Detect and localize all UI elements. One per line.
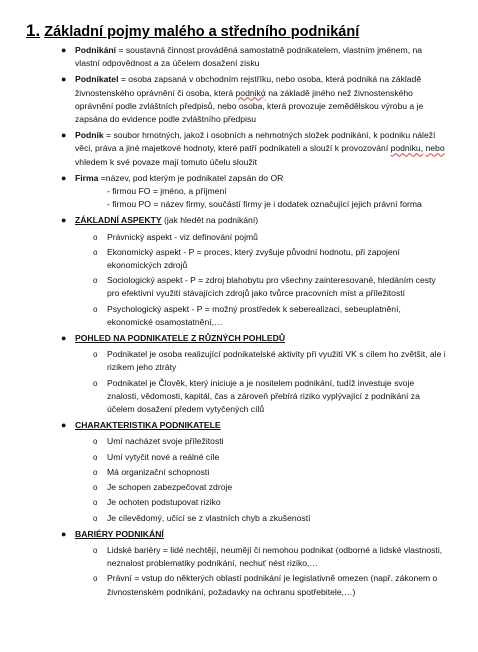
document-body (0, 44, 478, 602)
bullet-aspekty (0, 214, 478, 227)
sub-item (0, 544, 478, 570)
sub-item-text: Podnikatel je Člověk, který iniciuje a je nositelem podnikání, tudíž investuje svoje znalosti, vědomosti, kapitál, čas a zároveň přebírá riziko vyplývající z podnikání za účelem dosažení předem vytyčených cílů (107, 377, 420, 415)
circle-bullet-icon: o (93, 574, 98, 584)
sublist-pohled (0, 348, 478, 416)
sub-item-text: Ekonomický aspekt - P = proces, který zvyšuje původní hodnotu, při zapojení ekonomických zdrojů (107, 246, 400, 271)
sub-item-text: Podnikatel je osoba realizující podnikatelské aktivity při využití VK s cílem ho zvětšit, ale i rizikem jeho ztráty (107, 349, 446, 373)
circle-bullet-icon: o (93, 304, 98, 314)
sub-item (0, 466, 478, 479)
circle-bullet-icon: o (93, 437, 98, 447)
circle-bullet-icon: o (93, 513, 98, 523)
firma-sub-line: - firmou FO = jméno, a příjmení (107, 186, 227, 197)
bullet-icon: ● (61, 172, 67, 183)
sublist-bariery (0, 544, 478, 599)
section-heading-aspekty: ZÁKLADNÍ ASPEKTY (75, 215, 162, 226)
sub-item (0, 246, 478, 272)
definition-podnikatel-b: na základě jiného než živnostenského oprávnění podle zvláštních předpisů, nebo osoba, která provozuje zemědělskou výrobu a je zapsána do evidence podle zvláštního předpisu (75, 87, 424, 125)
bullet-icon: ● (61, 130, 67, 141)
sub-item (0, 451, 478, 464)
bullet-podnikani (0, 44, 478, 70)
sub-item-text: Je ochoten podstupovat riziko (107, 497, 221, 508)
sub-item (0, 377, 478, 417)
definition-firma: =název, pod kterým je podnikatel zapsán do OR (98, 172, 284, 183)
sub-item-text: Je cílevědomý, učící se z vlastních chyb a zkušeností (107, 512, 311, 523)
section-heading-pohled: POHLED NA PODNIKATELE Z RŮZNÝCH POHLEDŮ (75, 333, 286, 344)
spellcheck-word: podniku, (390, 143, 424, 154)
sub-item-text: Sociologický aspekt - P = zdroj blahobytu pro všechny zainteresované, hledáním cesty pro efektivní využití stávajících zdrojů jako tvůrce pracovních míst a příležitostí (107, 275, 436, 299)
circle-bullet-icon: o (93, 452, 98, 462)
spellcheck-word: podnikᾴ (235, 87, 266, 98)
bullet-icon: ● (61, 333, 67, 344)
title-number: 1. (26, 21, 41, 40)
bullet-firma (0, 172, 478, 212)
sub-item (0, 348, 478, 374)
circle-bullet-icon: o (93, 498, 98, 508)
sublist-aspekty (0, 231, 478, 329)
bullet-charakteristika (0, 419, 478, 432)
term-podnikatel: Podnikatel (75, 74, 119, 85)
sub-item-text: Je schopen zabezpečovat zdroje (107, 482, 233, 493)
sub-item (0, 496, 478, 509)
definition-podnik-a: = soubor hmotných, jakož i osobních a nehmotných složek podnikání, k podniku náleží věci, práva a jiné majetkové hodnoty, které patří podnikateli a slouží k provozování (75, 130, 436, 154)
circle-bullet-icon: o (93, 232, 98, 242)
term-firma: Firma (75, 172, 99, 183)
bullet-podnikatel (0, 73, 478, 126)
bullet-pohled (0, 332, 478, 345)
firma-sub-line: - firmou PO = název firmy, součástí firmy je i dodatek označující jejich právní forma (107, 199, 422, 210)
sub-item (0, 512, 478, 525)
sub-item (0, 435, 478, 448)
sub-item-text: Umí vytyčit nové a reálné cíle (107, 451, 220, 462)
sub-item-text: Právní = vstup do některých oblastí podnikání je legislativně omezen (např. zákonem o živnostenském podnikání, požadavky na ochranu spotřebitele,…) (107, 573, 438, 597)
sub-item-text: Lidské bariéry = lidé nechtějí, neumějí či nemohou podnikat (odborné a lidské vlastnosti, neznalost problematiky podnikání, nechuť nést riziko,… (107, 544, 443, 569)
section-heading-bariery: BARIÉRY PODNIKÁNÍ (75, 528, 164, 539)
bullet-bariery (0, 528, 478, 541)
bullet-icon: ● (61, 420, 67, 431)
sub-item (0, 274, 478, 300)
circle-bullet-icon: o (93, 483, 98, 493)
definition-podnikani: = soustavná činnost prováděná samostatně podnikatelem, vlastním jménem, na vlastní odpovědnost a za účelem dosažení zisku (75, 45, 423, 69)
sub-item (0, 303, 478, 329)
bullet-icon: ● (61, 45, 67, 55)
sub-item-text: Právnický aspekt - viz definování pojmů (107, 231, 258, 242)
sub-item-text: Má organizační schopnosti (107, 466, 210, 477)
term-podnik: Podnik (75, 130, 104, 141)
bullet-icon: ● (61, 74, 67, 85)
sub-item (0, 572, 478, 598)
circle-bullet-icon: o (93, 378, 98, 388)
circle-bullet-icon: o (93, 545, 98, 555)
spellcheck-word: nebo (425, 143, 445, 154)
sublist-charakteristika (0, 435, 478, 524)
heading-note: (jak hledět na podnikání) (161, 215, 259, 226)
sub-item (0, 231, 478, 244)
definition-podnikatel-a: = osoba zapsaná v obchodním rejstříku, nebo osoba, která podniká na základě živnostenského oprávnění či osoba, která (75, 74, 422, 98)
sub-item (0, 481, 478, 494)
term-podnikani: Podnikání (75, 45, 117, 55)
bullet-icon: ● (61, 528, 67, 539)
sub-item-text: Umí nacházet svoje příležitosti (107, 436, 224, 447)
circle-bullet-icon: o (93, 350, 98, 360)
section-heading-charakteristika: CHARAKTERISTIKA PODNIKATELE (75, 420, 221, 431)
bullet-podnik (0, 129, 478, 169)
page-title (26, 22, 359, 41)
bullet-icon: ● (61, 215, 67, 226)
definition-podnik-b: vhledem k své povaze mají tomuto účelu sloužit (75, 156, 257, 167)
circle-bullet-icon: o (93, 247, 98, 257)
title-text: Základní pojmy malého a středního podnikání (44, 24, 360, 40)
circle-bullet-icon: o (93, 276, 98, 286)
sub-item-text: Psychologický aspekt - P = možný prostředek k seberealizaci, sebeuplatnění, ekonomické osamostatnění,… (107, 303, 401, 327)
circle-bullet-icon: o (93, 467, 98, 477)
